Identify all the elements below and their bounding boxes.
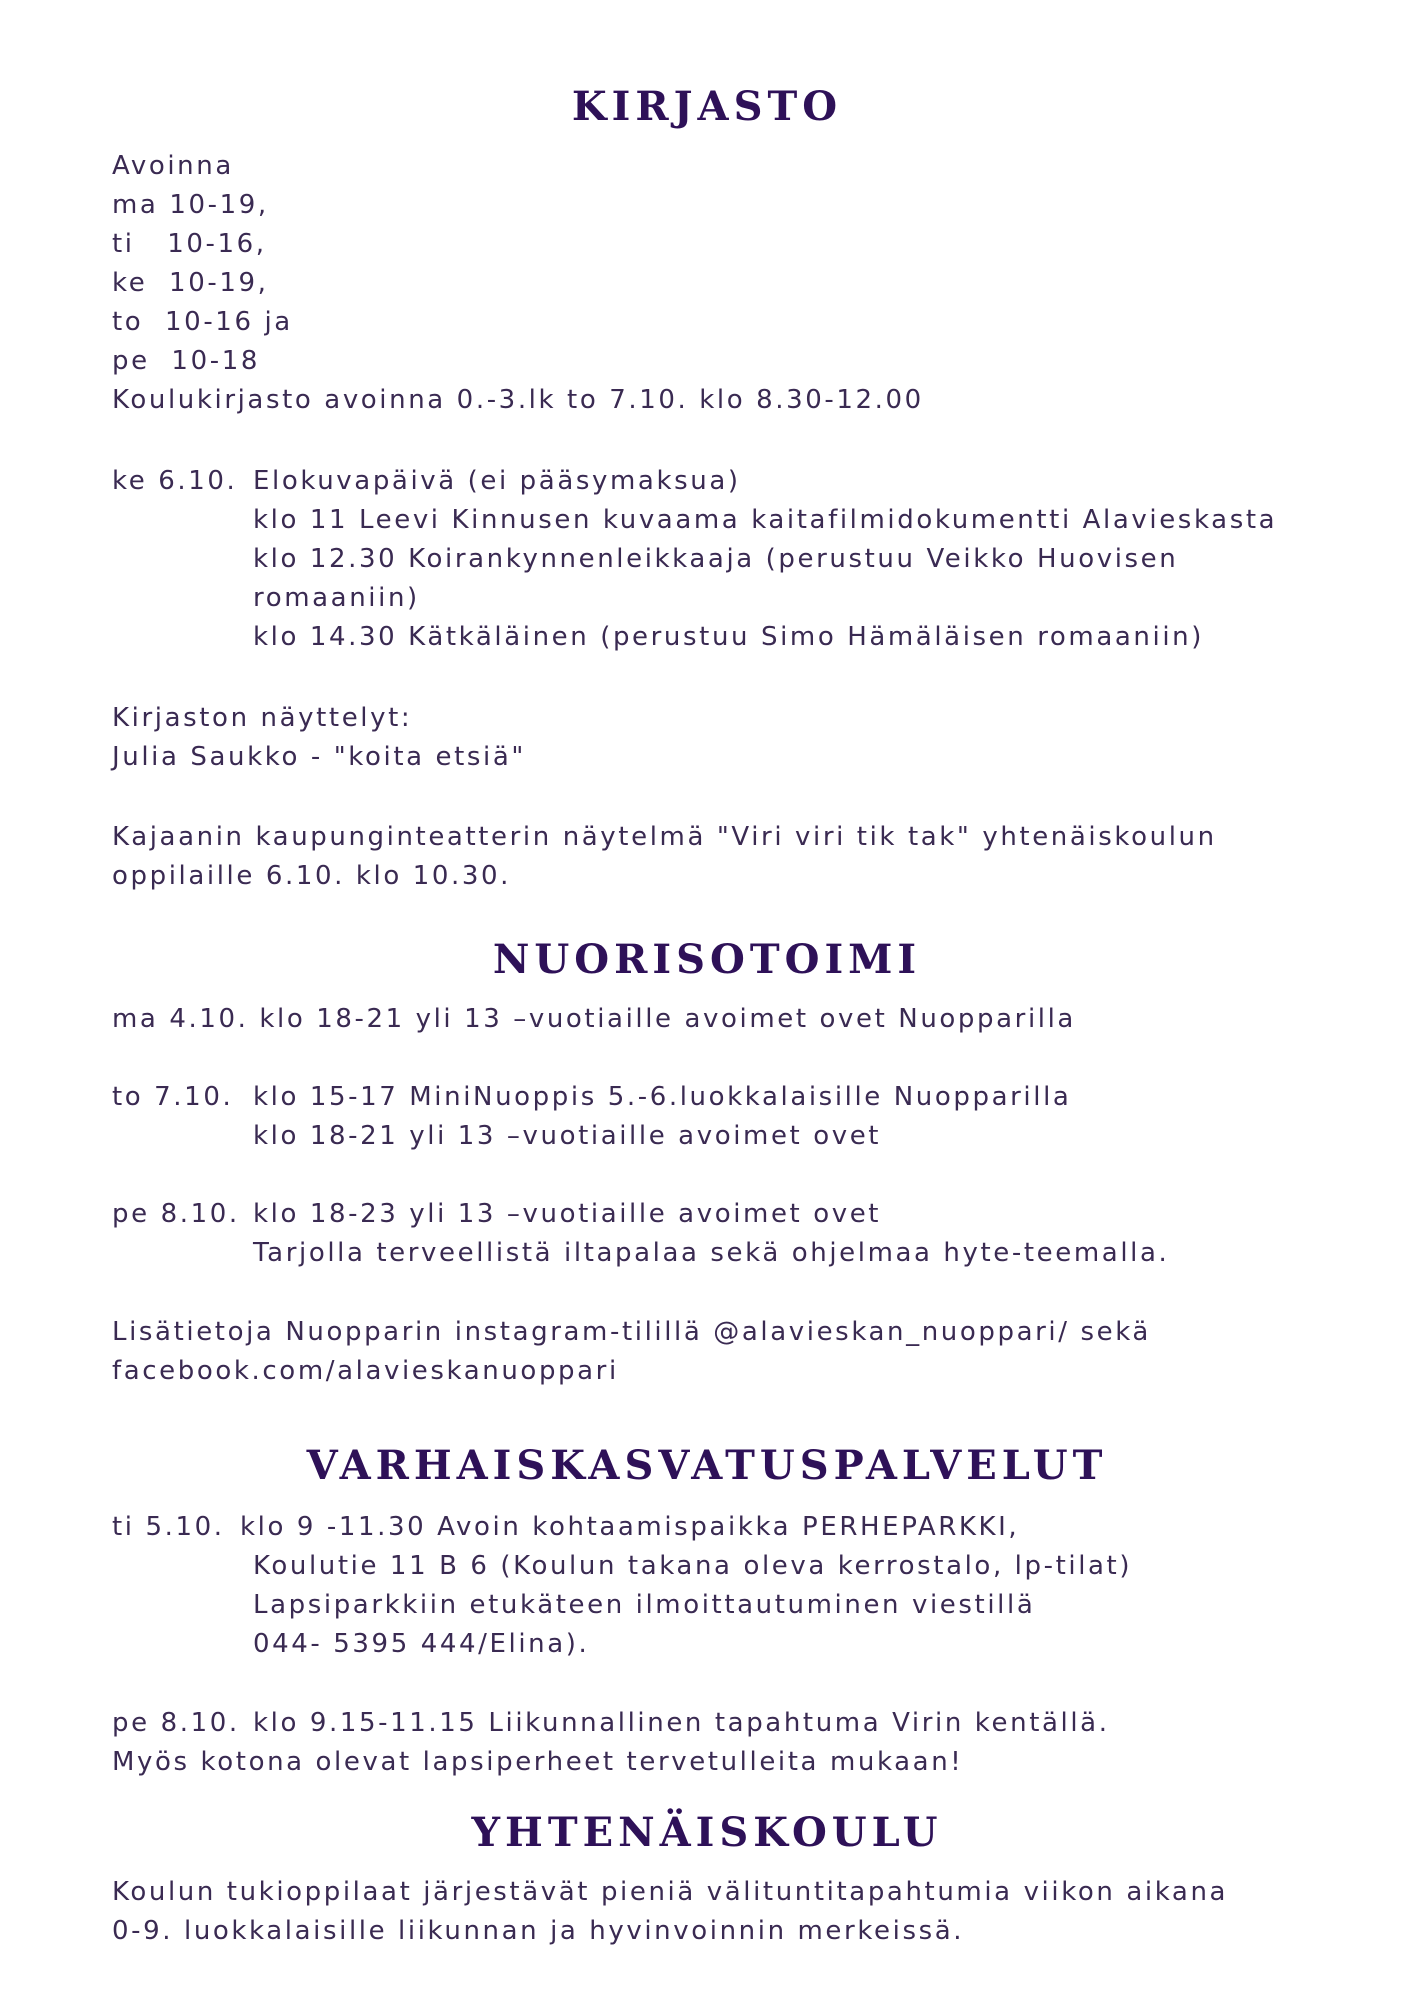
hours-line: to 10-16 ja xyxy=(112,307,293,337)
event-date: pe 8.10. xyxy=(112,1199,240,1229)
hours-label: Avoinna xyxy=(112,151,234,181)
body-line: 0-9. luokkalaisille liikunnan ja hyvinvoinnin merkeissä. xyxy=(112,1916,965,1946)
event-line: klo 12.30 Koirankynnenleikkaaja (perustuu Veikko Huovisen xyxy=(253,544,1179,574)
event-date: pe 8.10. xyxy=(112,1708,240,1738)
event-line: klo 11 Leevi Kinnusen kuvaama kaitafilmidokumentti Alavieskasta xyxy=(253,505,1278,535)
event-line: Elokuvapäivä (ei pääsymaksua) xyxy=(253,466,741,496)
event-line: klo 9.15-11.15 Liikunnallinen tapahtuma Virin kentällä. xyxy=(253,1708,1110,1738)
event-line: klo 14.30 Kätkäläinen (perustuu Simo Hämäläisen romaaniin) xyxy=(253,622,1204,652)
hours-line: ke 10-19, xyxy=(112,268,269,298)
event-date: ke 6.10. xyxy=(112,466,238,496)
section-title-varhaiskasvatus: VARHAISKASVATUSPALVELUT xyxy=(306,1442,1108,1489)
event-line: ma 4.10. klo 18-21 yli 13 –vuotiaille avoimet ovet Nuopparilla xyxy=(112,1004,1076,1034)
body-line: Koulun tukioppilaat järjestävät pieniä välituntitapahtumia viikon aikana xyxy=(112,1877,1229,1907)
event-line: klo 18-23 yli 13 –vuotiaille avoimet ovet xyxy=(253,1199,882,1229)
event-date: ti 5.10. xyxy=(112,1512,225,1542)
info-line: facebook.com/alavieskanuoppari xyxy=(112,1356,619,1386)
exhibitions-label: Kirjaston näyttelyt: xyxy=(112,703,413,733)
hours-line: ti 10-16, xyxy=(112,229,267,259)
event-line: klo 15-17 MiniNuoppis 5.-6.luokkalaisille Nuopparilla xyxy=(253,1082,1072,1112)
section-title-kirjasto: KIRJASTO xyxy=(571,83,843,130)
section-title-yhtenaiskoulu: YHTENÄISKOULU xyxy=(471,1809,943,1856)
exhibition-item: Julia Saukko - "koita etsiä" xyxy=(112,742,526,772)
event-line: Lapsiparkkiin etukäteen ilmoittautuminen viestillä xyxy=(253,1590,1036,1620)
event-line: Myös kotona olevat lapsiperheet tervetulleita mukaan! xyxy=(112,1747,964,1777)
theatre-line: Kajaanin kaupunginteatterin näytelmä "Viri viri tik tak" yhtenäiskoulun xyxy=(112,822,1217,852)
event-line: Tarjolla terveellistä iltapalaa sekä ohjelmaa hyte-teemalla. xyxy=(253,1238,1170,1268)
event-date: to 7.10. xyxy=(112,1082,234,1112)
event-line: klo 18-21 yli 13 –vuotiaille avoimet ovet xyxy=(253,1121,882,1151)
info-line: Lisätietoja Nuopparin instagram-tilillä @alavieskan_nuoppari/ sekä xyxy=(112,1317,1151,1347)
school-library-hours: Koulukirjasto avoinna 0.-3.lk to 7.10. klo 8.30-12.00 xyxy=(112,385,924,415)
event-line: 044- 5395 444/Elina). xyxy=(253,1629,590,1659)
hours-line: pe 10-18 xyxy=(112,346,260,376)
section-title-nuorisotoimi: NUORISOTOIMI xyxy=(492,936,922,983)
event-line: klo 9 -11.30 Avoin kohtaamispaikka PERHEPARKKI, xyxy=(240,1512,1020,1542)
hours-line: ma 10-19, xyxy=(112,190,269,220)
event-line: romaaniin) xyxy=(253,583,420,613)
theatre-line: oppilaille 6.10. klo 10.30. xyxy=(112,861,511,891)
event-line: Koulutie 11 B 6 (Koulun takana oleva kerrostalo, lp-tilat) xyxy=(253,1551,1133,1581)
